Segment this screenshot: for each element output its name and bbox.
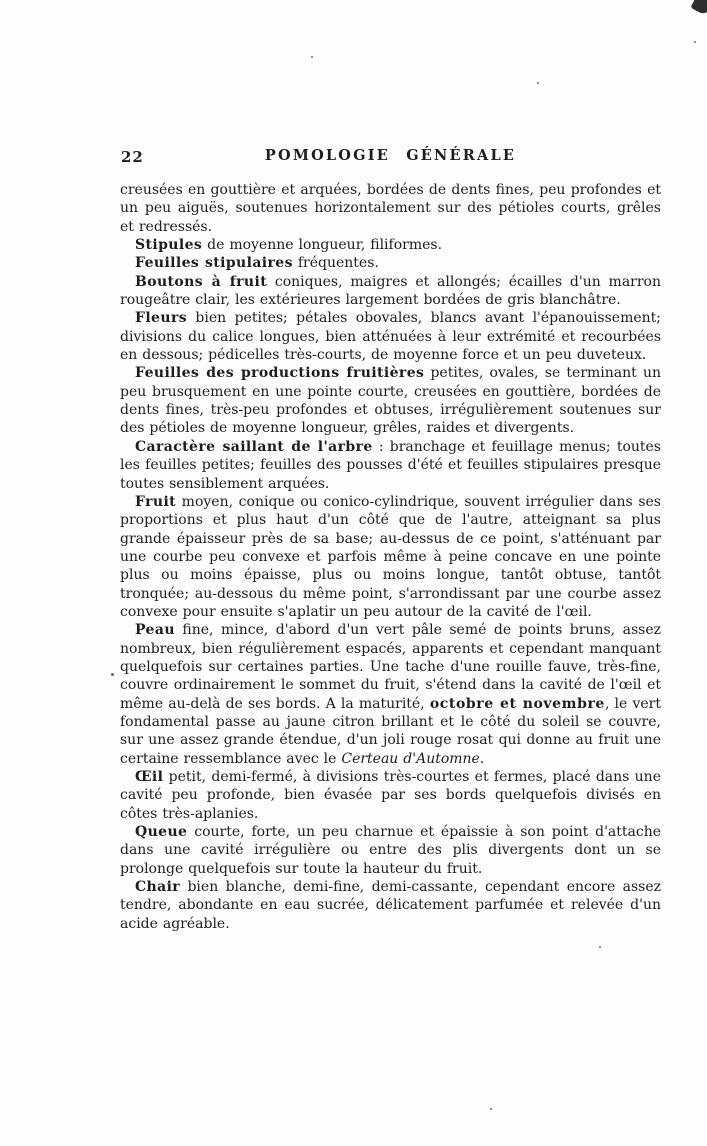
scan-speck [537,82,539,84]
paragraph-text: : branchage et feuillage menus; toutes les feuilles petites; feuilles des pousses d'été et feuilles stipulaires presque toutes sensiblement arquées. [120,438,661,492]
paragraph-text: bien petites; pétales obovales, blancs avant l'épanouissement; divisions du calice longues, bien atténuées à leur extrémité et recourbées en dessous; pédicelles très-courts, de moyenne force et un peu duveteux. [120,310,661,364]
paragraph-lead-word: Feuilles des productions fruitières [135,365,425,382]
paragraph-text: . [479,750,485,767]
paragraph-lead-word: Fruit [135,493,177,510]
page-header [120,147,661,167]
scan-smudge-corner [690,0,707,16]
paragraph-lead-word: Queue [135,824,188,841]
paragraph-queue [120,823,661,878]
text-block [120,181,661,933]
paragraph-fruit [120,493,661,621]
paragraph-text: courte, forte, un peu charnue et épaissie à son point d'attache dans une cavité irrégulière ou entre des plis divergents dont un se prolonge quelquefois sur toute la hauteur du fruit. [120,824,661,877]
paragraph-text: octobre et novembre [429,695,605,712]
paragraph-lead-word: Peau [135,622,175,639]
scan-speck [311,56,313,58]
paragraph-lead-word: Fleurs [135,310,188,327]
paragraph-fleurs [120,309,661,364]
paragraph-chair [120,878,661,933]
paragraph-lead-word: Œil [135,769,164,785]
scan-speck [490,1108,492,1110]
paragraph-text: creusées en gouttière et arquées, bordées de dents fines, peu profondes et un peu aiguës, soutenues horizontalement sur des pétioles courts, grêles et redressés. [120,182,661,235]
paragraph-text: de moyenne longueur, filiformes. [202,237,443,254]
paragraph-stipules [120,236,661,254]
running-title: POMOLOGIE GÉNÉRALE [264,147,517,164]
paragraph-text: moyen, conique ou conico-cylindrique, souvent irrégulier dans ses proportions et plus haut d'un côté que de l'autre, atteignant sa plus grande épaisseur près de sa base; au-dessus de ce point, s'atténuant par une courbe peu convexe et parfois même à peine concave en une pointe plus ou moins épaisse, plus ou moins longue, tantôt obtuse, tantôt tronquée; au-dessous du même point, s'arrondissant par une courbe assez convexe pour ensuite s'aplatir un peu autour de la cavité de l'œil. [120,493,661,620]
paragraph-feuilles-productions-fruitieres [120,364,661,437]
paragraph-lead-word: Chair [135,879,181,896]
paragraph-lead-word: Feuilles stipulaires [135,255,293,272]
paragraph-text: coniques, maigres et allongés; écailles d'un marron rougeâtre clair, les extérieures largement bordées de gris blanchâtre. [120,273,662,309]
page-number: 22 [121,148,144,166]
paragraph-boutons-a-fruit [120,273,661,310]
paragraph-text: petit, demi-fermé, à divisions très-courtes et fermes, placé dans une cavité peu profonde, bien évasée par ses bords quelquefois divisés en côtes très-aplanies. [120,769,661,822]
paragraph-lead-word: Boutons à fruit [135,273,268,290]
paragraph-oeil [120,768,661,823]
paragraph-continuation [120,181,661,236]
paragraph-text: fréquentes. [292,255,379,272]
paragraph-feuilles-stipulaires [120,254,661,272]
paragraph-text: petites, ovales, se terminant un peu brusquement en une pointe courte, creusées en gouttière, bordées de dents fines, très-peu profondes et obtuses, irrégulièrement soutenues sur des pétioles de moyenne longueur, grêles, raides et divergents. [120,365,661,437]
scan-speck [111,673,114,676]
paragraph-lead-word: Stipules [135,237,203,254]
scan-speck [599,946,601,948]
scan-speck [694,41,696,43]
paragraph-text: , le vert fondamental passe au jaune citron brillant et le côté du soleil se couvre, sur une assez grande étendue, d'un joli rouge rosat qui donne au fruit une certaine ressemblance avec le [120,695,661,767]
paragraph-text: fine, mince, d'abord d'un vert pâle semé de points bruns, assez nombreux, bien régulièrement espacés, apparents et cependant manquant quelquefois sur certaines parties. Une tache d'une rouille fauve, très-fine, couvre ordinairement le sommet du fruit, s'étend dans la cavité de l'œil et même au-delà de ses bords. A la maturité, [120,622,661,712]
paragraph-text: Certeau d'Automne [341,750,480,767]
paragraph-text: bien blanche, demi-fine, demi-cassante, cependant encore assez tendre, abondante en eau sucrée, délicatement parfumée et relevée d'un acide agréable. [120,879,661,932]
paragraph-lead-word: Caractère saillant de l'arbre [135,438,373,455]
paragraph-caractere-saillant [120,438,661,493]
paragraph-peau [120,621,661,768]
